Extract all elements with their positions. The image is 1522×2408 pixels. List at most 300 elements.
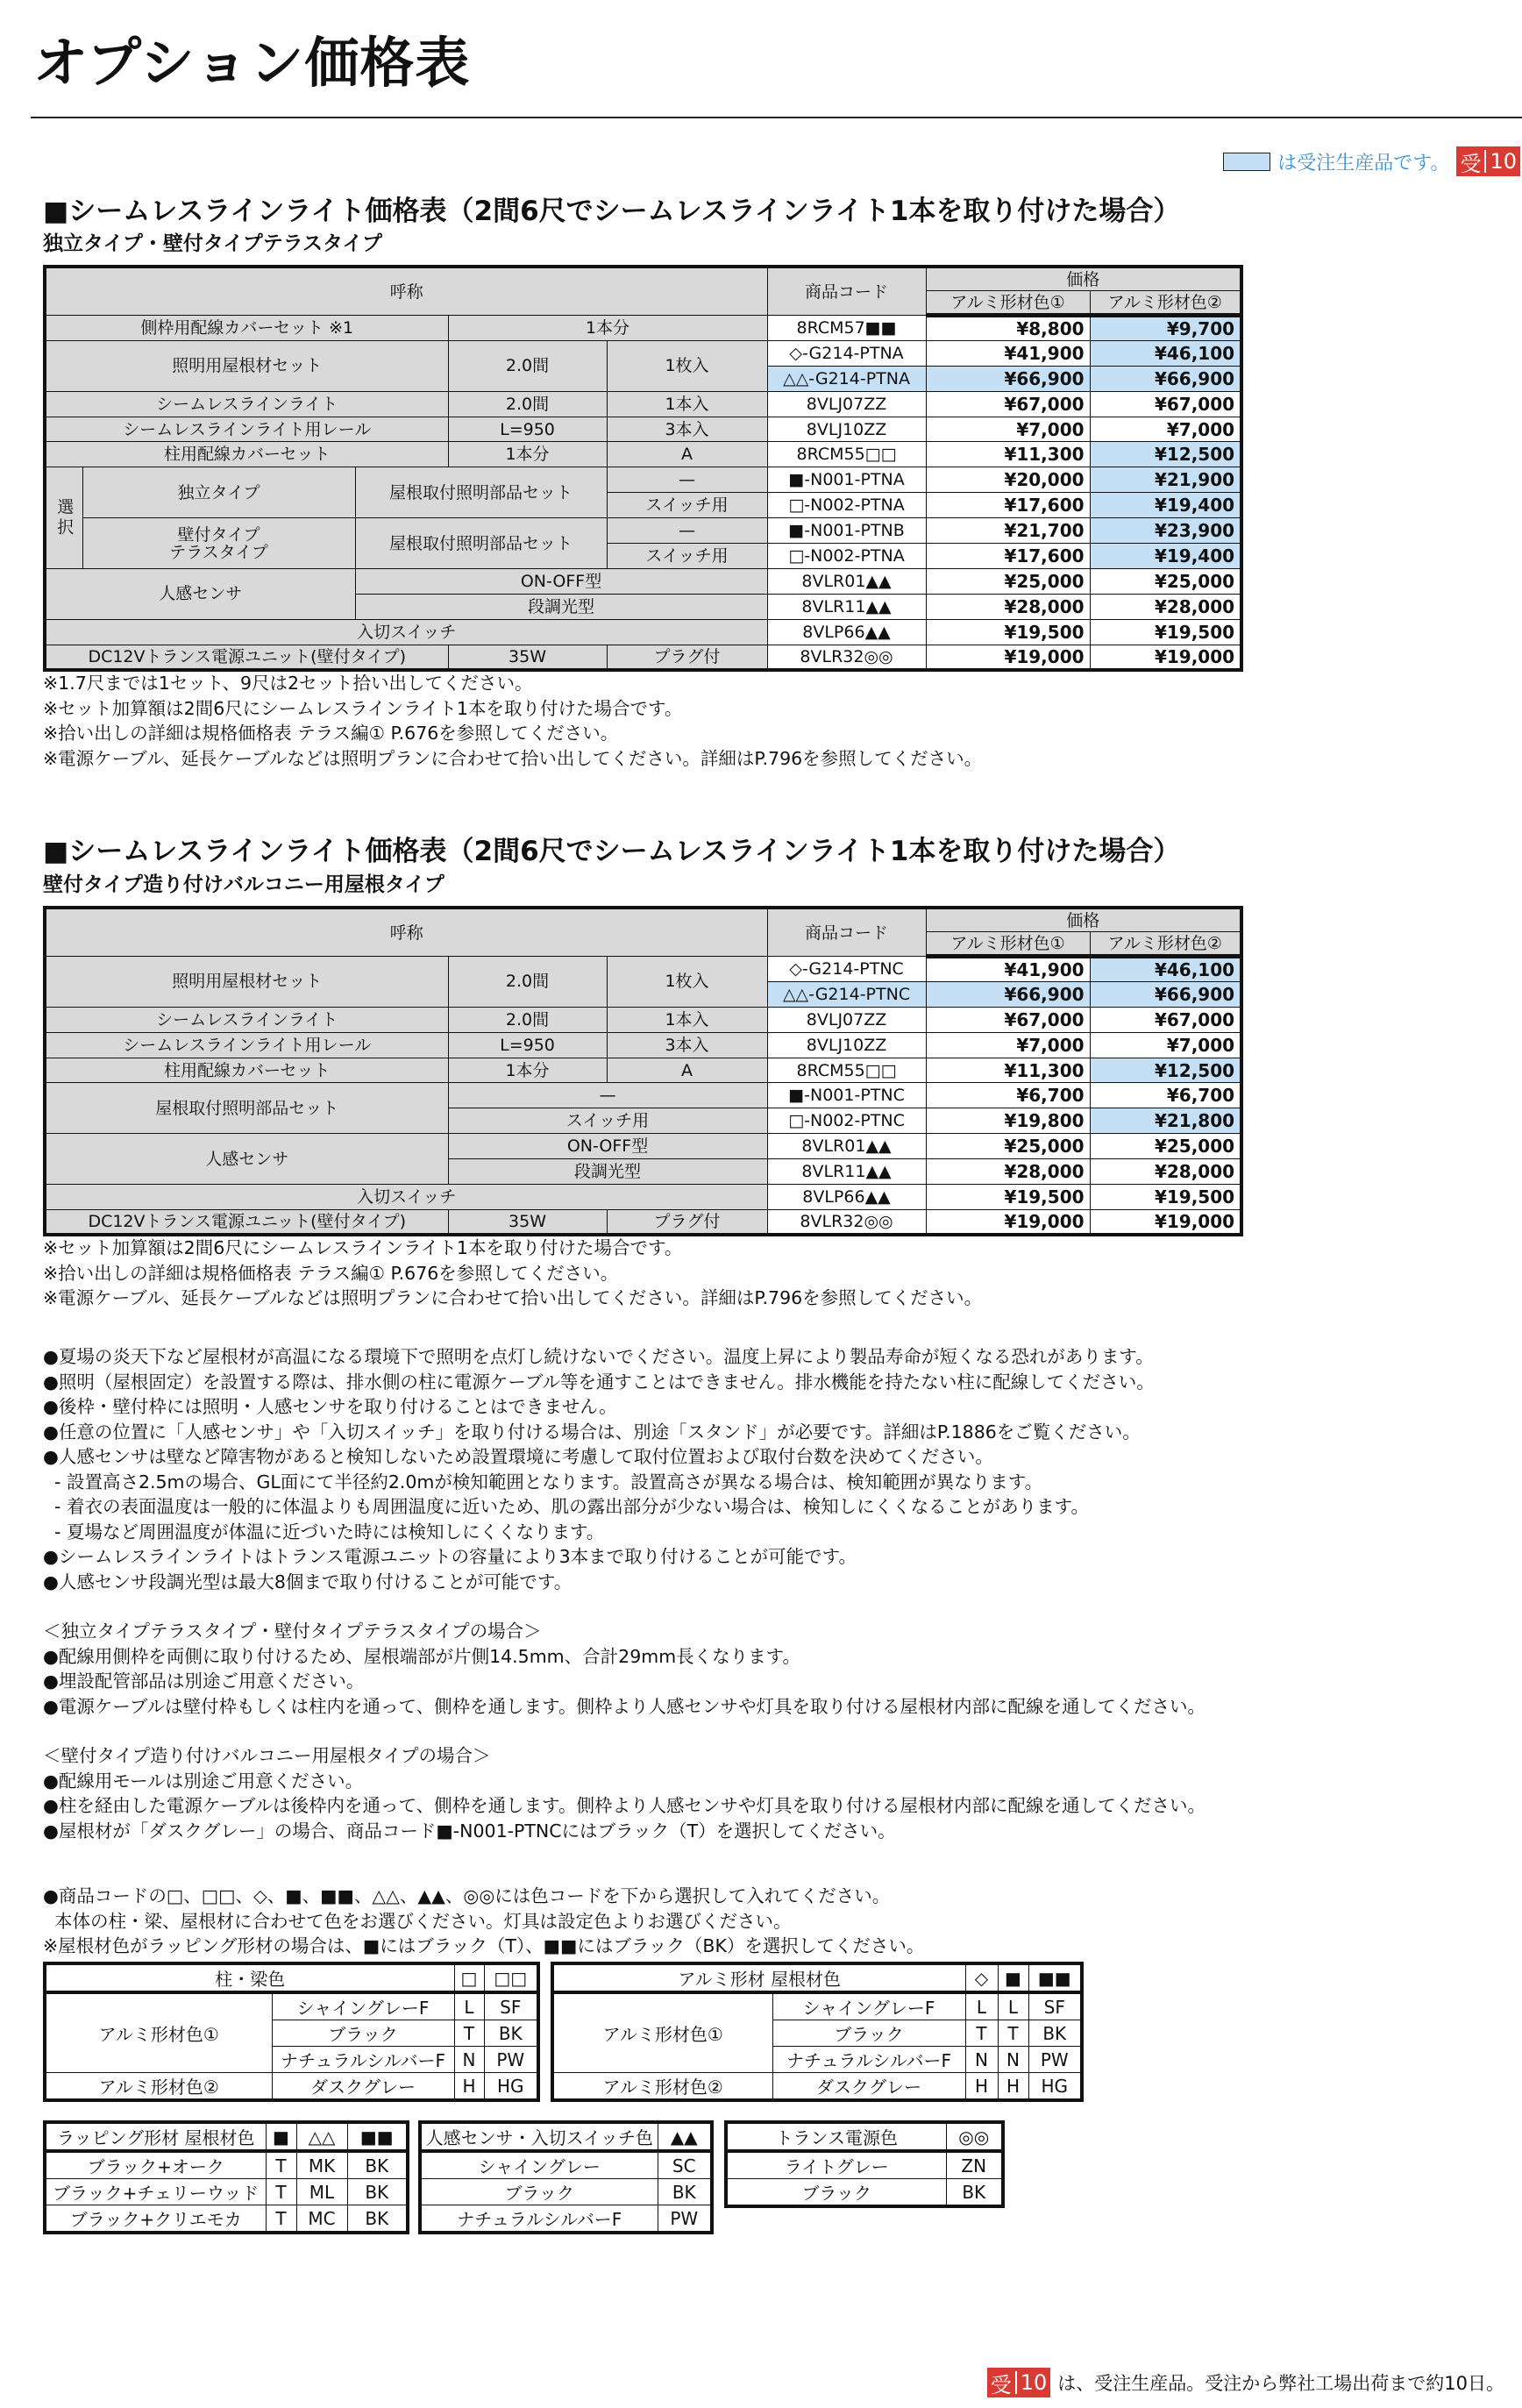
- product-code: 8VLP66▲▲: [767, 619, 926, 645]
- header-row: [45, 908, 1241, 932]
- item-label: 独立タイプ: [82, 467, 355, 518]
- note-line: ●人感センサは壁など障害物があると検知しないため設置環境に考慮して取付位置および取付台数を決めてください。: [43, 1446, 993, 1467]
- price-color1: ¥7,000: [926, 417, 1090, 442]
- price-color2: ¥19,000: [1090, 1209, 1241, 1235]
- table-row: [45, 340, 1241, 366]
- column-header-price: 価格: [926, 267, 1241, 291]
- item-label: ON-OFF型: [448, 1134, 767, 1159]
- color-symbol-header: □□: [484, 1963, 538, 1992]
- color-code: H: [454, 2073, 484, 2101]
- price-color2: ¥19,500: [1090, 619, 1241, 645]
- color-row: [552, 1992, 1082, 2020]
- product-code: 8VLR01▲▲: [767, 1134, 926, 1159]
- note-line: ●照明（屋根固定）を設置する際は、排水側の柱に電源ケーブル等を通すことはできません。排水機能を持たない柱に配線してください。: [43, 1371, 1155, 1393]
- price-color1: ¥25,000: [926, 568, 1090, 594]
- color-name: シャイングレーF: [772, 1992, 965, 2020]
- note-line: ●柱を経由した電源ケーブルは後枠内を通って、側枠を通します。側枠より人感センサや灯具を取り付ける屋根材内部に配線を通してください。: [43, 1795, 1206, 1816]
- color-header-title: ラッピング形材 屋根材色: [45, 2122, 266, 2151]
- price-color1: ¥28,000: [926, 1159, 1090, 1185]
- price-table-2: [43, 906, 1243, 1236]
- note-line: ※拾い出しの詳細は規格価格表 テラス編① P.676を参照してください。: [43, 1262, 619, 1284]
- color-row: [552, 2073, 1082, 2101]
- color-code: N: [965, 2047, 998, 2073]
- price-color1: ¥7,000: [926, 1032, 1090, 1058]
- color-symbol-header: ◎◎: [946, 2122, 1003, 2151]
- column-header-name: 呼称: [45, 908, 767, 957]
- item-label: スイッチ用: [607, 544, 767, 569]
- item-label: 1本分: [448, 316, 767, 341]
- item-label: スイッチ用: [607, 493, 767, 518]
- price-color2: ¥7,000: [1090, 1032, 1241, 1058]
- item-label: 3本入: [607, 1032, 767, 1058]
- price-color1: ¥19,800: [926, 1108, 1090, 1134]
- color-code: BK: [658, 2179, 712, 2205]
- item-label: A: [607, 1058, 767, 1083]
- color-code: H: [998, 2073, 1028, 2101]
- note-line: ※電源ケーブル、延長ケーブルなどは照明プランに合わせて拾い出してください。詳細はP.796を参照してください。: [43, 747, 983, 769]
- item-label: 柱用配線カバーセット: [45, 442, 448, 467]
- color-code: BK: [347, 2205, 408, 2233]
- color-row: [726, 2179, 1003, 2207]
- note-line: ●任意の位置に「人感センサ」や「入切スイッチ」を取り付ける場合は、別途「スタンド」が必要です。詳細はP.1886をご覧ください。: [43, 1421, 1141, 1443]
- price-color2: ¥7,000: [1090, 417, 1241, 442]
- section1-title: ■シームレスラインライト価格表（2間6尺でシームレスラインライト1本を取り付けた場合）: [43, 196, 1181, 227]
- column-header-color2: アルミ形材色②: [1090, 932, 1241, 957]
- price-color2: ¥19,400: [1090, 493, 1241, 518]
- color-code: BK: [1028, 2020, 1082, 2047]
- color-code: T: [965, 2020, 998, 2047]
- price-color1: ¥66,900: [926, 366, 1090, 391]
- section2-notes: [43, 1236, 982, 1311]
- title-divider: [31, 117, 1522, 118]
- color-name: ブラック: [272, 2020, 454, 2047]
- section1-notes: [43, 671, 982, 771]
- color-code: T: [998, 2020, 1028, 2047]
- made-to-order-badge: [1456, 146, 1520, 176]
- color-row: [726, 2151, 1003, 2179]
- item-label: 2.0間: [448, 340, 607, 391]
- product-code: □-N002-PTNA: [767, 493, 926, 518]
- item-label: 1本分: [448, 1058, 607, 1083]
- item-label: シームレスラインライト: [45, 1007, 448, 1032]
- item-label: シームレスラインライト用レール: [45, 1032, 448, 1058]
- color-code: BK: [347, 2151, 408, 2179]
- price-color2: ¥66,900: [1090, 981, 1241, 1007]
- color-group-label: アルミ形材色②: [552, 2073, 772, 2101]
- color-row: [420, 2179, 712, 2205]
- item-label: 人感センサ: [45, 1134, 448, 1185]
- color-code: MC: [296, 2205, 347, 2233]
- note-line: ●商品コードの□、□□、◇、■、■■、△△、▲▲、◎◎には色コードを下から選択して入れてください。: [43, 1885, 891, 1906]
- item-label: 35W: [448, 645, 607, 670]
- color-name: ライトグレー: [726, 2151, 946, 2179]
- note-line: ※セット加算額は2間6尺にシームレスラインライト1本を取り付けた場合です。: [43, 1237, 683, 1258]
- color-header-title: トランス電源色: [726, 2122, 946, 2151]
- page-title: オプション価格表: [33, 31, 471, 95]
- color-code: PW: [658, 2205, 712, 2233]
- item-label: 1枚入: [607, 340, 767, 391]
- price-color2: ¥21,800: [1090, 1108, 1241, 1134]
- caution-notes: [43, 1344, 1155, 1594]
- price-color1: ¥21,700: [926, 518, 1090, 544]
- sensor-switch-color-table: [418, 2120, 714, 2234]
- price-color1: ¥17,600: [926, 544, 1090, 569]
- color-name: ブラック+チェリーウッド: [45, 2179, 266, 2205]
- price-color1: ¥19,000: [926, 1209, 1090, 1235]
- product-code: □-N002-PTNC: [767, 1108, 926, 1134]
- color-code: T: [266, 2179, 296, 2205]
- color-code: T: [266, 2205, 296, 2233]
- color-row: [45, 2073, 538, 2101]
- color-name: ナチュラルシルバーF: [772, 2047, 965, 2073]
- color-group-label: アルミ形材色①: [552, 1992, 772, 2073]
- price-color1: ¥19,500: [926, 1185, 1090, 1210]
- column-header-color1: アルミ形材色①: [926, 291, 1090, 316]
- color-name: ブラック+クリエモカ: [45, 2205, 266, 2233]
- color-row: [45, 1992, 538, 2020]
- item-label: 屋根取付照明部品セット: [355, 467, 607, 518]
- color-code: T: [454, 2020, 484, 2047]
- color-group-label: アルミ形材色①: [45, 1992, 272, 2073]
- price-table-1: [43, 265, 1243, 672]
- table-row: [45, 1083, 1241, 1108]
- item-label: 壁付タイプ テラスタイプ: [82, 518, 355, 569]
- item-label: 1本入: [607, 391, 767, 417]
- item-label: 2.0間: [448, 1007, 607, 1032]
- item-label: スイッチ用: [448, 1108, 767, 1134]
- product-code: 8VLR32◎◎: [767, 1209, 926, 1235]
- item-label: シームレスラインライト: [45, 391, 448, 417]
- product-code: ■-N001-PTNA: [767, 467, 926, 493]
- item-label: L=950: [448, 417, 607, 442]
- price-color2: ¥19,400: [1090, 544, 1241, 569]
- footer-text: は、受注生産品。受注から弊社工場出荷まで約10日。: [1057, 2373, 1504, 2394]
- price-color1: ¥66,900: [926, 981, 1090, 1007]
- color-code: HG: [484, 2073, 538, 2101]
- color-row: [45, 2205, 408, 2233]
- color-code: L: [965, 1992, 998, 2020]
- price-color2: ¥19,000: [1090, 645, 1241, 670]
- note-line: ●人感センサ段調光型は最大8個まで取り付けることが可能です。: [43, 1571, 573, 1592]
- case1-notes: [43, 1619, 1206, 1719]
- price-color1: ¥41,900: [926, 340, 1090, 366]
- color-name: ナチュラルシルバーF: [420, 2205, 658, 2233]
- note-line: 本体の柱・梁、屋根材に合わせて色をお選びください。灯具は設定色よりお選びください。: [43, 1910, 792, 1932]
- badge-char: 受: [990, 2372, 1012, 2397]
- color-header-row: [45, 1963, 538, 1992]
- price-color2: ¥25,000: [1090, 568, 1241, 594]
- item-label: 1枚入: [607, 957, 767, 1008]
- case-heading: ＜独立タイプテラスタイプ・壁付タイプテラスタイプの場合＞: [43, 1621, 542, 1642]
- color-symbol-header: □: [454, 1963, 484, 1992]
- table-row: [45, 957, 1241, 982]
- price-color1: ¥8,800: [926, 316, 1090, 341]
- color-name: ブラック+オーク: [45, 2151, 266, 2179]
- price-color2: ¥28,000: [1090, 1159, 1241, 1185]
- item-label: 1本分: [448, 442, 607, 467]
- table-row: [45, 619, 1241, 645]
- item-label: 入切スイッチ: [45, 1185, 767, 1210]
- table-row: [45, 568, 1241, 594]
- product-code: 8RCM55□□: [767, 1058, 926, 1083]
- note-line: ※1.7尺までは1セット、9尺は2セット拾い出してください。: [43, 673, 533, 694]
- color-row: [420, 2151, 712, 2179]
- price-color1: ¥17,600: [926, 493, 1090, 518]
- item-label: 35W: [448, 1209, 607, 1235]
- color-header-row: [726, 2122, 1003, 2151]
- price-color2: ¥25,000: [1090, 1134, 1241, 1159]
- color-code-notes: [43, 1884, 924, 1959]
- product-code: ■-N001-PTNC: [767, 1083, 926, 1108]
- color-code: ML: [296, 2179, 347, 2205]
- color-header-row: [45, 2122, 408, 2151]
- case2-notes: [43, 1743, 1206, 1843]
- color-name: シャイングレーF: [272, 1992, 454, 2020]
- badge-char: 受: [1460, 151, 1482, 176]
- color-name: シャイングレー: [420, 2151, 658, 2179]
- color-symbol-header: ◇: [965, 1963, 998, 1992]
- color-code: SF: [1028, 1992, 1082, 2020]
- item-label: 人感センサ: [45, 568, 355, 619]
- column-header-code: 商品コード: [767, 908, 926, 957]
- column-header-color2: アルミ形材色②: [1090, 291, 1241, 316]
- table-row: [45, 1058, 1241, 1083]
- item-label: ON-OFF型: [355, 568, 767, 594]
- item-label: プラグ付: [607, 1209, 767, 1235]
- color-header-title: 柱・梁色: [45, 1963, 454, 1992]
- section1-subtitle: 独立タイプ・壁付タイプテラスタイプ: [43, 232, 382, 255]
- wrapping-roof-color-table: [43, 2120, 409, 2234]
- color-name: ブラック: [772, 2020, 965, 2047]
- table-row: [45, 467, 1241, 493]
- price-color1: ¥19,000: [926, 645, 1090, 670]
- color-name: ダスクグレー: [772, 2073, 965, 2101]
- product-code: ◇-G214-PTNA: [767, 340, 926, 366]
- table-row: [45, 391, 1241, 417]
- price-color1: ¥67,000: [926, 391, 1090, 417]
- section2-subtitle: 壁付タイプ造り付けバルコニー用屋根タイプ: [43, 873, 445, 896]
- table-row: [45, 316, 1241, 341]
- color-code: SC: [658, 2151, 712, 2179]
- color-symbol-header: ■: [266, 2122, 296, 2151]
- color-name: ブラック: [726, 2179, 946, 2207]
- color-header-title: 人感センサ・入切スイッチ色: [420, 2122, 658, 2151]
- color-code: PW: [484, 2047, 538, 2073]
- note-line: - 着衣の表面温度は一般的に体温よりも周囲温度に近いため、肌の露出部分が少ない場合は、検知しにくくなることがあります。: [43, 1496, 1089, 1517]
- color-code: L: [998, 1992, 1028, 2020]
- item-label: 段調光型: [355, 594, 767, 619]
- price-color2: ¥23,900: [1090, 518, 1241, 544]
- item-label: L=950: [448, 1032, 607, 1058]
- price-color1: ¥25,000: [926, 1134, 1090, 1159]
- product-code: 8VLR11▲▲: [767, 1159, 926, 1185]
- price-color2: ¥12,500: [1090, 1058, 1241, 1083]
- color-code: BK: [347, 2179, 408, 2205]
- table-row: [45, 1185, 1241, 1210]
- color-code: H: [965, 2073, 998, 2101]
- color-symbol-header: ■: [998, 1963, 1028, 1992]
- item-label: 1本入: [607, 1007, 767, 1032]
- case-heading: ＜壁付タイプ造り付けバルコニー用屋根タイプの場合＞: [43, 1745, 491, 1766]
- note-line: - 設置高さ2.5mの場合、GL面にて半径約2.0mが検知範囲となります。設置高さが異なる場合は、検知範囲が異なります。: [43, 1471, 1043, 1493]
- product-code: ◇-G214-PTNC: [767, 957, 926, 982]
- product-code: 8VLR32◎◎: [767, 645, 926, 670]
- color-code: HG: [1028, 2073, 1082, 2101]
- product-code: 8VLJ10ZZ: [767, 417, 926, 442]
- product-code: 8RCM57■■: [767, 316, 926, 341]
- product-code: △△-G214-PTNA: [767, 366, 926, 391]
- item-label: 屋根取付照明部品セット: [355, 518, 607, 569]
- product-code: 8VLJ07ZZ: [767, 1007, 926, 1032]
- product-code: 8VLP66▲▲: [767, 1185, 926, 1210]
- note-line: - 夏場など周囲温度が体温に近づいた時には検知しにくくなります。: [43, 1521, 605, 1542]
- item-label: 入切スイッチ: [45, 619, 767, 645]
- price-color2: ¥67,000: [1090, 391, 1241, 417]
- color-header-row: [420, 2122, 712, 2151]
- product-code: 8VLR01▲▲: [767, 568, 926, 594]
- color-code: BK: [946, 2179, 1003, 2207]
- header-row: [45, 267, 1241, 291]
- column-header-price: 価格: [926, 908, 1241, 932]
- color-symbol-header: ■■: [1028, 1963, 1082, 1992]
- note-line: ●電源ケーブルは壁付枠もしくは柱内を通って、側枠を通します。側枠より人感センサや灯具を取り付ける屋根材内部に配線を通してください。: [43, 1695, 1206, 1717]
- pillar-color-table: [43, 1962, 540, 2102]
- color-group-label: アルミ形材色②: [45, 2073, 272, 2101]
- table-row: [45, 518, 1241, 544]
- transformer-color-table: [724, 2120, 1005, 2208]
- aluminum-roof-color-table: [551, 1962, 1084, 2102]
- note-line: ●配線用側枠を両側に取り付けるため、屋根端部が片側14.5mm、合計29mm長くなります。: [43, 1645, 801, 1667]
- item-label: DC12Vトランス電源ユニット(壁付タイプ): [45, 645, 448, 670]
- color-code: N: [454, 2047, 484, 2073]
- item-label: —: [607, 467, 767, 493]
- price-color1: ¥28,000: [926, 594, 1090, 619]
- price-color2: ¥21,900: [1090, 467, 1241, 493]
- note-line: ●埋設配管部品は別途ご用意ください。: [43, 1671, 365, 1692]
- price-color2: ¥12,500: [1090, 442, 1241, 467]
- table-row: [45, 442, 1241, 467]
- table-row: [45, 1134, 1241, 1159]
- price-color1: ¥6,700: [926, 1083, 1090, 1108]
- price-color1: ¥11,300: [926, 1058, 1090, 1083]
- color-code: SF: [484, 1992, 538, 2020]
- color-row: [420, 2205, 712, 2233]
- color-row: [45, 2179, 408, 2205]
- color-code: ZN: [946, 2151, 1003, 2179]
- product-code: □-N002-PTNA: [767, 544, 926, 569]
- table-row: [45, 1007, 1241, 1032]
- price-color2: ¥66,900: [1090, 366, 1241, 391]
- color-name: ブラック: [420, 2179, 658, 2205]
- color-row: [45, 2151, 408, 2179]
- color-code: MK: [296, 2151, 347, 2179]
- note-line: ●屋根材が「ダスクグレー」の場合、商品コード■-N001-PTNCにはブラック（T）を選択してください。: [43, 1820, 896, 1842]
- item-label: 照明用屋根材セット: [45, 340, 448, 391]
- item-label: シームレスラインライト用レール: [45, 417, 448, 442]
- item-label: 柱用配線カバーセット: [45, 1058, 448, 1083]
- made-to-order-legend: [1223, 149, 1520, 174]
- note-line: ※拾い出しの詳細は規格価格表 テラス編① P.676を参照してください。: [43, 723, 619, 744]
- product-code: 8RCM55□□: [767, 442, 926, 467]
- item-label: 選択: [45, 467, 82, 569]
- product-code: 8VLR11▲▲: [767, 594, 926, 619]
- item-label: —: [607, 518, 767, 544]
- note-line: ●後枠・壁付枠には照明・人感センサを取り付けることはできません。: [43, 1396, 617, 1417]
- color-code: BK: [484, 2020, 538, 2047]
- item-label: —: [448, 1083, 767, 1108]
- badge-num: 10: [1020, 2370, 1048, 2395]
- price-color1: ¥41,900: [926, 957, 1090, 982]
- product-code: 8VLJ07ZZ: [767, 391, 926, 417]
- price-color2: ¥9,700: [1090, 316, 1241, 341]
- color-header-title: アルミ形材 屋根材色: [552, 1963, 965, 1992]
- badge-num: 10: [1490, 149, 1517, 174]
- made-to-order-badge: [987, 2368, 1051, 2397]
- note-line: ●配線用モールは別途ご用意ください。: [43, 1770, 364, 1792]
- price-color2: ¥46,100: [1090, 340, 1241, 366]
- item-label: 3本入: [607, 417, 767, 442]
- note-line: ※屋根材色がラッピング形材の場合は、■にはブラック（T）、■■にはブラック（BK）を選択してください。: [43, 1935, 925, 1956]
- item-label: プラグ付: [607, 645, 767, 670]
- item-label: 屋根取付照明部品セット: [45, 1083, 448, 1134]
- product-code: △△-G214-PTNC: [767, 981, 926, 1007]
- price-color1: ¥11,300: [926, 442, 1090, 467]
- color-symbol-header: ▲▲: [658, 2122, 712, 2151]
- column-header-code: 商品コード: [767, 267, 926, 316]
- item-label: 2.0間: [448, 391, 607, 417]
- legend-text: は受注生産品です。: [1277, 152, 1450, 175]
- product-code: ■-N001-PTNB: [767, 518, 926, 544]
- price-color2: ¥28,000: [1090, 594, 1241, 619]
- price-color1: ¥20,000: [926, 467, 1090, 493]
- color-code: N: [998, 2047, 1028, 2073]
- column-header-name: 呼称: [45, 267, 767, 316]
- item-label: 照明用屋根材セット: [45, 957, 448, 1008]
- color-code: L: [454, 1992, 484, 2020]
- color-symbol-header: ■■: [347, 2122, 408, 2151]
- note-line: ※電源ケーブル、延長ケーブルなどは照明プランに合わせて拾い出してください。詳細はP.796を参照してください。: [43, 1287, 983, 1308]
- price-color1: ¥67,000: [926, 1007, 1090, 1032]
- item-label: 側枠用配線カバーセット ※1: [45, 316, 448, 341]
- footer-note: [987, 2368, 1504, 2397]
- color-code: T: [266, 2151, 296, 2179]
- price-color1: ¥19,500: [926, 619, 1090, 645]
- product-code: 8VLJ10ZZ: [767, 1032, 926, 1058]
- item-label: 2.0間: [448, 957, 607, 1008]
- color-name: ダスクグレー: [272, 2073, 454, 2101]
- table-row: [45, 1209, 1241, 1235]
- item-label: DC12Vトランス電源ユニット(壁付タイプ): [45, 1209, 448, 1235]
- item-label: A: [607, 442, 767, 467]
- item-label: 段調光型: [448, 1159, 767, 1185]
- price-color2: ¥6,700: [1090, 1083, 1241, 1108]
- note-line: ●シームレスラインライトはトランス電源ユニットの容量により3本まで取り付けることが可能です。: [43, 1546, 857, 1567]
- price-color2: ¥67,000: [1090, 1007, 1241, 1032]
- color-header-row: [552, 1963, 1082, 1992]
- made-to-order-swatch: [1223, 153, 1270, 171]
- table-row: [45, 645, 1241, 670]
- note-line: ●夏場の炎天下など屋根材が高温になる環境下で照明を点灯し続けないでください。温度上昇により製品寿命が短くなる恐れがあります。: [43, 1346, 1154, 1367]
- table-row: [45, 1032, 1241, 1058]
- color-code: PW: [1028, 2047, 1082, 2073]
- color-name: ナチュラルシルバーF: [272, 2047, 454, 2073]
- note-line: ※セット加算額は2間6尺にシームレスラインライト1本を取り付けた場合です。: [43, 697, 683, 719]
- section2-title: ■シームレスラインライト価格表（2間6尺でシームレスラインライト1本を取り付けた場合）: [43, 836, 1181, 867]
- column-header-color1: アルミ形材色①: [926, 932, 1090, 957]
- color-symbol-header: △△: [296, 2122, 347, 2151]
- table-row: [45, 417, 1241, 442]
- price-color2: ¥19,500: [1090, 1185, 1241, 1210]
